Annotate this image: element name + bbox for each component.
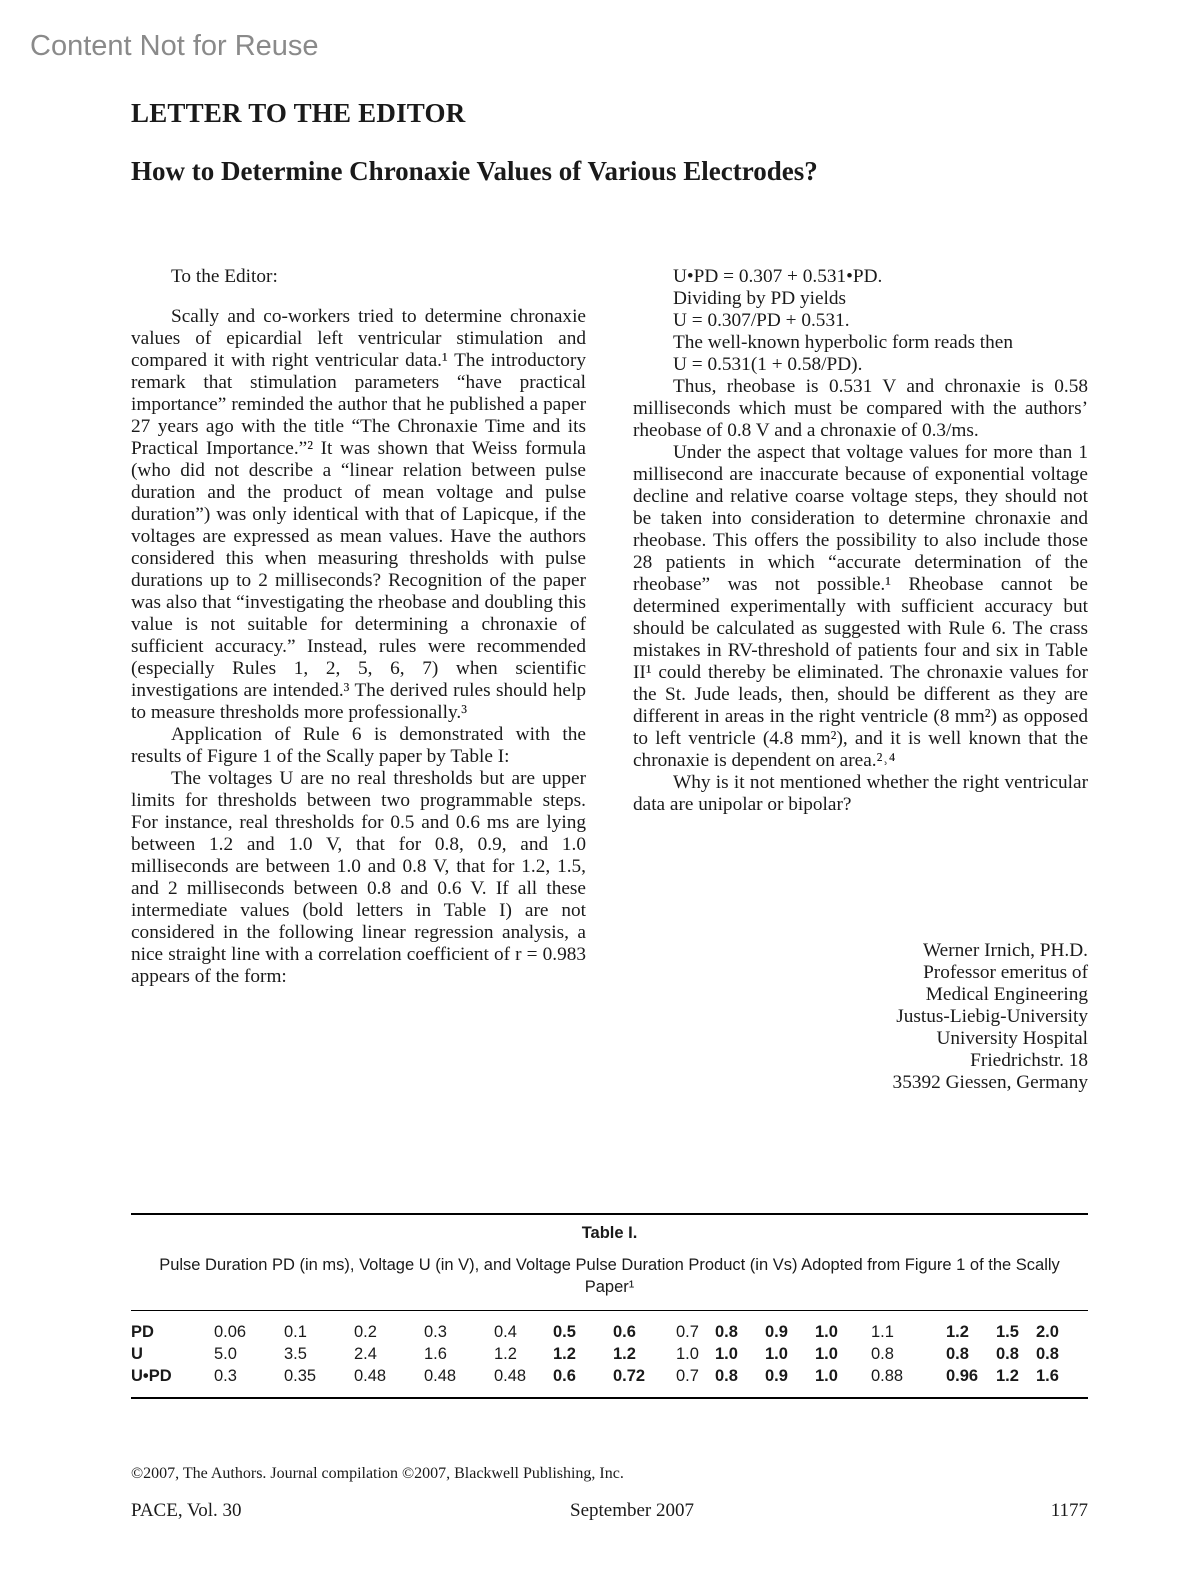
table-cell: 0.6 (553, 1366, 576, 1385)
table-cell: 1.2 (613, 1344, 636, 1363)
table-row (131, 1321, 1060, 1343)
row-header: PD (131, 1322, 154, 1341)
equation: U = 0.307/PD + 0.531. (673, 310, 850, 331)
table-cell: 0.2 (354, 1322, 377, 1341)
author-affiliation-line: Professor emeritus of (923, 962, 1088, 983)
table-cell: 0.72 (613, 1366, 646, 1385)
body-paragraph: Thus, rheobase is 0.531 V and chronaxie is 0.58 milliseconds which must be compared with the authors’ rheobase of 0.8 V and a chronaxie of 0.3/ms. (633, 376, 1088, 441)
table-cell: 1.0 (815, 1366, 838, 1385)
article-title: How to Determine Chronaxie Values of Various Electrodes? (131, 156, 818, 186)
watermark: Content Not for Reuse (30, 30, 319, 62)
row-header: U•PD (131, 1366, 172, 1385)
table-cell: 0.3 (424, 1322, 447, 1341)
table-cell: 0.35 (284, 1366, 317, 1385)
body-line: Dividing by PD yields (673, 288, 847, 309)
author-affiliation-line: University Hospital (936, 1028, 1088, 1049)
right-column (633, 266, 1088, 816)
table-cell: 1.0 (765, 1344, 788, 1363)
table-cell: 1.0 (815, 1322, 838, 1341)
author-affiliation-line: Medical Engineering (925, 984, 1088, 1005)
table-1 (131, 1213, 1088, 1399)
equation: U = 0.531(1 + 0.58/PD). (673, 354, 863, 375)
table-cell: 1.1 (871, 1322, 894, 1341)
table-cell: 0.8 (1036, 1344, 1059, 1363)
table-cell: 0.48 (494, 1366, 527, 1385)
table-cell: 1.2 (553, 1344, 576, 1363)
table-cell: 0.8 (996, 1344, 1019, 1363)
table-cell: 0.9 (765, 1366, 788, 1385)
journal-volume: PACE, Vol. 30 (131, 1500, 242, 1521)
author-address-line: Friedrichstr. 18 (970, 1050, 1088, 1071)
table-cell: 0.8 (715, 1366, 738, 1385)
table-cell: 0.96 (946, 1366, 979, 1385)
table-top-rule (131, 1213, 1088, 1215)
body-paragraph: Scally and co-workers tried to determine chronaxie values of epicardial left ventricular stimulation and compared it with right ventricular data.¹ The introductory remark that stimulation parameters “have practical importance” reminded the author that he published a paper 27 years ago with the title “The Chronaxie Time and its Practical Importance.”² It was shown that Weiss formula (who did not describe a “linear relation between pulse duration and the product of mean voltage and pulse duration”) was only identical with that of Lapicque, if the voltages are expressed as mean values. Have the authors considered this when measuring thresholds with pulse durations up to 2 milliseconds? Recognition of the paper was also that “investigating the rheobase and doubling this value is not suitable for determining a chronaxie of sufficient accuracy.” Instead, rules were recommended (especially Rules 1, 2, 5, 6, 7) when scientific investigations are intended.³ The derived rules should help to measure thresholds more professionally.³ (131, 306, 586, 723)
table-cell: 2.0 (1036, 1322, 1059, 1341)
body-paragraph: Under the aspect that voltage values for more than 1 millisecond are inaccurate because of exponential voltage decline and relative coarse voltage steps, they should not be taken into consideration to determine chronaxie and rheobase. This offers the possibility to also include those 28 patients in which “accurate determination of the rheobase” was not possible.¹ Rheobase cannot be determined experimentally with sufficient accuracy but should be calculated as suggested with Rule 6. The crass mistakes in RV-threshold of patients four and six in Table II¹ could thereby be eliminated. The chronaxie values for the St. Jude leads, then, should be different as they are different in areas in the right ventricle (8 mm²) as opposed to left ventricle (4.8 mm²), and it is well known that the chronaxie is dependent on area.²˒⁴ (633, 442, 1088, 771)
page-number: 1177 (1050, 1500, 1088, 1521)
author-name: Werner Irnich, PH.D. (923, 940, 1088, 961)
body-paragraph: The voltages U are no real thresholds but are upper limits for thresholds between two programmable steps. For instance, real thresholds for 0.5 and 0.6 ms are lying between 1.2 and 1.0 V, that for 0.8, 0.9, and 1.0 milliseconds are between 1.0 and 0.8 V, that for 1.2, 1.5, and 2 milliseconds between 0.8 and 0.6 V. If all these intermediate values (bold letters in Table I) are not considered in the following linear regression analysis, a nice straight line with a correlation coefficient of r = 0.983 appears of the form: (131, 768, 586, 987)
body-paragraph: Application of Rule 6 is demonstrated with the results of Figure 1 of the Scally paper by Table I: (131, 724, 586, 767)
salutation: To the Editor: (171, 266, 278, 287)
body-paragraph: Why is it not mentioned whether the right ventricular data are unipolar or bipolar? (633, 772, 1088, 815)
data-table (131, 1321, 1060, 1387)
table-cell: 1.5 (996, 1322, 1019, 1341)
table-cell: 1.2 (996, 1366, 1019, 1385)
table-bottom-rule (131, 1397, 1088, 1399)
table-cell: 1.6 (424, 1344, 447, 1363)
table-row (131, 1343, 1060, 1365)
table-cell: 0.3 (214, 1366, 237, 1385)
table-cell: 0.8 (871, 1344, 894, 1363)
table-cell: 1.2 (494, 1344, 517, 1363)
table-cell: 0.06 (214, 1322, 247, 1341)
table-cell: 0.7 (676, 1366, 699, 1385)
table-cell: 0.48 (354, 1366, 387, 1385)
table-cell: 0.1 (284, 1322, 307, 1341)
table-cell: 0.7 (676, 1322, 699, 1341)
table-cell: 1.0 (815, 1344, 838, 1363)
table-cell: 3.5 (284, 1344, 307, 1363)
table-cell: 1.6 (1036, 1366, 1059, 1385)
table-row (131, 1365, 1060, 1387)
table-cell: 0.5 (553, 1322, 576, 1341)
table-cell: 0.6 (613, 1322, 636, 1341)
author-affiliation-line: Justus-Liebig-University (896, 1006, 1088, 1027)
copyright-line: ©2007, The Authors. Journal compilation ©2007, Blackwell Publishing, Inc. (131, 1465, 624, 1482)
table-cell: 1.0 (715, 1344, 738, 1363)
table-cell: 5.0 (214, 1344, 237, 1363)
row-header: U (131, 1344, 143, 1363)
table-cell: 2.4 (354, 1344, 377, 1363)
table-cell: 0.4 (494, 1322, 517, 1341)
table-title: Table I. (581, 1224, 638, 1242)
author-signature (893, 940, 1088, 1094)
table-mid-rule (131, 1310, 1088, 1311)
table-caption: Pulse Duration PD (in ms), Voltage U (in V), and Voltage Pulse Duration Product (in Vs) Adopted from Figure 1 of the Scally Paper¹ (159, 1256, 1060, 1296)
table-cell: 1.0 (676, 1344, 699, 1363)
table-cell: 0.88 (871, 1366, 904, 1385)
table-cell: 1.2 (946, 1322, 969, 1341)
author-address-line: 35392 Giessen, Germany (892, 1072, 1088, 1093)
table-cell: 0.8 (715, 1322, 738, 1341)
left-column (131, 266, 586, 988)
table-cell: 0.48 (424, 1366, 457, 1385)
table-cell: 0.8 (946, 1344, 969, 1363)
issue-date: September 2007 (570, 1500, 695, 1521)
body-line: The well-known hyperbolic form reads then (673, 332, 1013, 353)
table-cell: 0.9 (765, 1322, 788, 1341)
equation: U•PD = 0.307 + 0.531•PD. (673, 266, 883, 287)
section-heading: LETTER TO THE EDITOR (131, 98, 466, 128)
